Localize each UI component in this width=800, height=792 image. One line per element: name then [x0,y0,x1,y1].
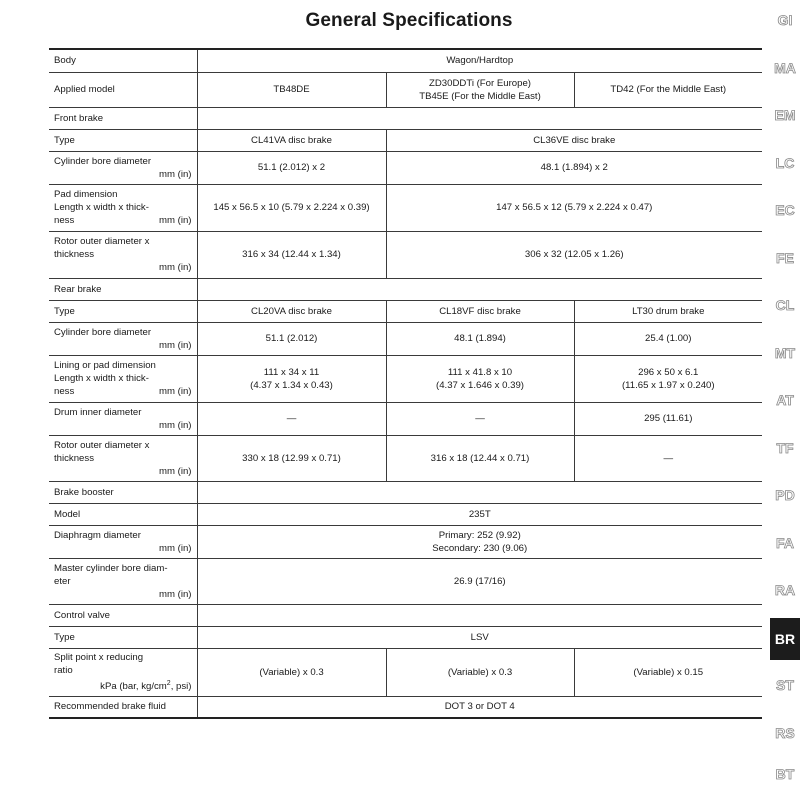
front-pad-label2: Length x width x thick- [54,202,149,213]
front-pad-unit: mm (in) [158,215,192,226]
table-row-booster [49,481,762,503]
table-row-rear-lining [49,355,762,402]
rear-lining-1a: 111 x 34 x 11 [263,366,320,378]
cell-booster-model: 235T [197,503,762,525]
split-label1: Split point x reducing [54,651,144,663]
rear-lining-label3: ness [54,386,75,397]
cell-model-1: TB48DE [197,72,386,107]
tab-mt[interactable]: MT [774,345,796,361]
rear-lining-3a: 296 x 50 x 6.1 [638,366,699,378]
cell-split-3: (Variable) x 0.15 [574,648,762,696]
diaphragm-unit: mm (in) [158,542,192,554]
section-control-valve: Control valve [49,604,197,626]
row-label-split-point [49,648,197,696]
rear-lining-unit: mm (in) [158,386,192,397]
row-label-rear-lining [49,355,197,402]
table-row-rear-type [49,300,762,322]
row-label-front-rotor [49,231,197,278]
section-tabs [770,0,800,792]
split-label2: ratio [54,664,73,676]
cell-front-cyl-2: 48.1 (1.894) x 2 [386,151,762,184]
row-label-valve-type: Type [49,626,197,648]
cell-front-type-1: CL41VA disc brake [197,129,386,151]
split-unit: kPa (bar, $kg/cm^2$, psi) [100,679,192,693]
front-rotor-label2: thickness [54,249,94,260]
rear-rotor-unit: mm (in) [158,465,192,477]
table-row-rear-cyl [49,322,762,355]
rear-cyl-unit: mm (in) [158,339,192,351]
rear-lining-2b: (4.37 x 1.646 x 0.39) [436,379,524,391]
section-front-brake: Front brake [49,107,197,129]
row-label-rear-rotor [49,435,197,481]
tab-gi[interactable]: GI [777,12,793,28]
tab-ra[interactable]: RA [774,582,796,598]
front-rotor-unit: mm (in) [158,262,192,273]
master-unit: mm (in) [158,588,192,600]
rear-rotor-label2: thickness [54,452,94,464]
table-row-body [49,49,762,72]
cell-front-type-2: CL36VE disc brake [386,129,762,151]
front-cyl-label: Cylinder bore diameter [54,155,152,167]
diaphragm-secondary: Secondary: 230 (9.06) [432,542,528,554]
table-row-applied-model [49,72,762,107]
row-label-diaphragm [49,525,197,558]
tab-at[interactable]: AT [776,392,794,408]
table-row-front-brake [49,107,762,129]
cell-front-rotor-1: 316 x 34 (12.44 x 1.34) [197,231,386,278]
cell-rear-cyl-3: 25.4 (1.00) [574,322,762,355]
cell-rear-cyl-2: 48.1 (1.894) [386,322,574,355]
table-row-front-rotor [49,231,762,278]
diaphragm-label: Diaphragm diameter [54,529,141,541]
table-row-split-point [49,648,762,696]
row-label-booster-model: Model [49,503,197,525]
cell-rear-drum-1: — [197,402,386,435]
rear-drum-label: Drum inner diameter [54,406,142,418]
rear-lining-2a: 111 x 41.8 x 10 [447,366,513,378]
tab-ma[interactable]: MA [774,60,796,76]
tab-fe[interactable]: FE [776,250,794,266]
table-row-diaphragm [49,525,762,558]
cell-diaphragm [197,525,762,558]
row-label-applied-model: Applied model [49,72,197,107]
rear-lining-label1: Lining or pad dimension [54,360,156,371]
cell-valve-type: LSV [197,626,762,648]
row-label-body: Body [49,49,197,72]
cell-rear-rotor-2: 316 x 18 (12.44 x 0.71) [386,435,574,481]
tab-em[interactable]: EM [774,107,796,123]
cell-rear-rotor-3: — [574,435,762,481]
cell-rear-type-2: CL18VF disc brake [386,300,574,322]
cell-split-2: (Variable) x 0.3 [386,648,574,696]
cell-front-rotor-2: 306 x 32 (12.05 x 1.26) [386,231,762,278]
cell-brake-fluid: DOT 3 or DOT 4 [197,696,762,718]
rear-cyl-label: Cylinder bore diameter [54,326,152,338]
cell-model-2 [386,72,574,107]
table-row-rear-brake [49,278,762,300]
front-rotor-label1: Rotor outer diameter x [54,236,150,247]
cell-model-3: TD42 (For the Middle East) [574,72,762,107]
table-row-rear-rotor [49,435,762,481]
front-pad-label3: ness [54,215,75,226]
table-row-master-cylinder [49,558,762,604]
table-row-front-cyl [49,151,762,184]
tab-tf[interactable]: TF [776,440,794,456]
tab-bt[interactable]: BT [775,766,795,782]
cell-model-2-line1: ZD30DDTi (For Europe) [429,77,531,89]
table-row-front-type [49,129,762,151]
rear-lining-3b: (11.65 x 1.97 x 0.240) [621,379,715,391]
cell-model-2-line2: TB45E (For the Middle East) [419,90,541,102]
cell-rear-drum-2: — [386,402,574,435]
rear-lining-label2: Length x width x thick- [54,373,149,384]
cell-rear-lining-3 [574,355,762,402]
rear-lining-1b: (4.37 x 1.34 x 0.43) [250,379,333,391]
cell-rear-lining-2 [386,355,574,402]
tab-ec[interactable]: EC [775,202,795,218]
rear-rotor-label1: Rotor outer diameter x [54,439,150,451]
cell-front-cyl-1: 51.1 (2.012) x 2 [197,151,386,184]
cell-rear-type-3: LT30 drum brake [574,300,762,322]
table-row-rear-drum [49,402,762,435]
diaphragm-primary: Primary: 252 (9.92) [438,529,521,541]
cell-rear-rotor-1: 330 x 18 (12.99 x 0.71) [197,435,386,481]
row-label-rear-type: Type [49,300,197,322]
tab-lc[interactable]: LC [775,155,795,171]
tab-cl[interactable]: CL [775,297,795,313]
master-label1: Master cylinder bore diam- [54,562,168,574]
front-pad-label1: Pad dimension [54,189,118,200]
section-rear-brake: Rear brake [49,278,197,300]
table-row-brake-fluid [49,696,762,718]
table-row-valve-type [49,626,762,648]
row-label-front-type: Type [49,129,197,151]
cell-body-value: Wagon/Hardtop [197,49,762,72]
spec-table [49,48,762,719]
section-brake-booster: Brake booster [49,481,197,503]
page-title: General Specifications [305,10,513,31]
row-label-brake-fluid: Recommended brake fluid [49,696,197,718]
row-label-rear-drum [49,402,197,435]
cell-rear-lining-1 [197,355,386,402]
tab-fa[interactable]: FA [776,535,794,551]
table-row-control-valve [49,604,762,626]
cell-rear-drum-3: 295 (11.61) [574,402,762,435]
row-label-rear-cyl [49,322,197,355]
row-label-front-pad [49,184,197,231]
cell-front-pad-1: 145 x 56.5 x 10 (5.79 x 2.224 x 0.39) [197,184,386,231]
rear-drum-unit: mm (in) [158,419,192,431]
cell-rear-type-1: CL20VA disc brake [197,300,386,322]
cell-split-1: (Variable) x 0.3 [197,648,386,696]
table-row-front-pad [49,184,762,231]
tab-st[interactable]: ST [776,677,794,693]
front-cyl-unit: mm (in) [158,168,192,180]
master-label2: eter [54,575,71,587]
row-label-master-cylinder [49,558,197,604]
cell-rear-cyl-1: 51.1 (2.012) [197,322,386,355]
tab-br[interactable]: BR [770,618,800,660]
tab-rs[interactable]: RS [775,725,795,741]
cell-front-pad-2: 147 x 56.5 x 12 (5.79 x 2.224 x 0.47) [386,184,762,231]
table-row-booster-model [49,503,762,525]
tab-pd[interactable]: PD [775,487,795,503]
row-label-front-cyl [49,151,197,184]
cell-master-cylinder: 26.9 (17/16) [197,558,762,604]
